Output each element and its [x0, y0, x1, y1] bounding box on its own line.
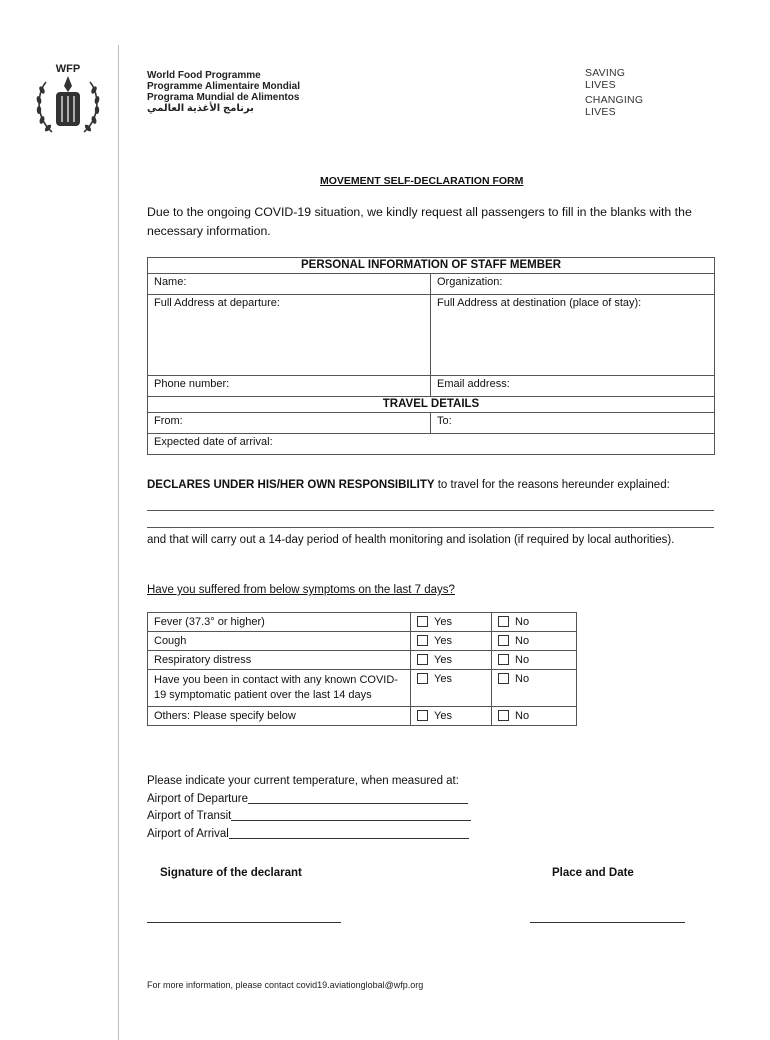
name-field[interactable]: Name: [148, 274, 431, 295]
temperature-intro: Please indicate your current temperature, when measured at: [147, 775, 459, 787]
form-title: MOVEMENT SELF-DECLARATION FORM [320, 175, 524, 187]
fever-no[interactable] [492, 613, 577, 632]
no-label: No [515, 654, 530, 666]
checkbox-icon[interactable] [498, 673, 509, 684]
intro-text: Due to the ongoing COVID-19 situation, we kindly request all passengers to fill in the blanks with the necessary information. [147, 205, 692, 238]
destination-address-field[interactable]: Full Address at destination (place of stay): [431, 295, 715, 376]
departure-temperature-field[interactable] [248, 791, 468, 804]
arrival-temperature-field[interactable] [229, 826, 469, 839]
org-name-en: World Food Programme [147, 70, 261, 81]
wfp-logo-icon [28, 62, 108, 140]
symptoms-table [147, 612, 577, 726]
symptom-label: Have you been in contact with any known COVID-19 symptomatic patient over the last 14 days [148, 670, 411, 707]
org-name-fr: Programme Alimentaire Mondial [147, 81, 300, 92]
logo-text: WFP [55, 63, 81, 75]
monitoring-statement: and that will carry out a 14-day period of health monitoring and isolation (if required by local authorities). [147, 534, 675, 546]
cough-yes[interactable] [411, 632, 492, 651]
checkbox-icon[interactable] [417, 673, 428, 684]
slogan-line-3: CHANGING [585, 94, 644, 106]
symptom-label: Fever (37.3° or higher) [148, 613, 411, 632]
yes-label: Yes [434, 635, 452, 647]
yes-label: Yes [434, 710, 452, 722]
reason-line-2[interactable] [147, 527, 714, 528]
yes-label: Yes [434, 654, 452, 666]
arrival-airport-label: Airport of Arrival [147, 827, 229, 840]
checkbox-icon[interactable] [498, 654, 509, 665]
slogan-line-4: LIVES [585, 105, 616, 118]
to-field[interactable]: To: [431, 413, 715, 434]
checkbox-icon[interactable] [417, 635, 428, 646]
signature-label: Signature of the declarant [160, 867, 302, 879]
reason-line-1[interactable] [147, 510, 714, 511]
arrival-date-field[interactable]: Expected date of arrival: [148, 434, 715, 455]
checkbox-icon[interactable] [417, 710, 428, 721]
symptom-label: Respiratory distress [148, 651, 411, 670]
signature-line[interactable] [147, 922, 341, 923]
checkbox-icon[interactable] [498, 710, 509, 721]
org-name-es: Programa Mundial de Alimentos [147, 92, 300, 103]
checkbox-icon[interactable] [417, 616, 428, 627]
symptom-label: Cough [148, 632, 411, 651]
organization-names [147, 70, 300, 114]
margin-divider [118, 45, 119, 1040]
checkbox-icon[interactable] [498, 616, 509, 627]
yes-label: Yes [434, 673, 452, 685]
org-name-ar: برنامج الأغذية العالمي [147, 103, 254, 114]
respiratory-yes[interactable] [411, 651, 492, 670]
others-yes[interactable] [411, 707, 492, 726]
temperature-section [147, 773, 471, 843]
transit-airport-label: Airport of Transit [147, 810, 232, 822]
contact-no[interactable] [492, 670, 577, 707]
personal-info-header: PERSONAL INFORMATION OF STAFF MEMBER [148, 258, 715, 274]
checkbox-icon[interactable] [417, 654, 428, 665]
symptom-label: Others: Please specify below [148, 707, 411, 726]
no-label: No [515, 616, 530, 628]
declaration-statement [147, 479, 670, 491]
personal-info-table [147, 257, 715, 455]
cough-no[interactable] [492, 632, 577, 651]
symptoms-question: Have you suffered from below symptoms on the last 7 days? [147, 584, 455, 596]
place-date-line[interactable] [530, 922, 685, 923]
departure-airport-label: Airport of Departure [147, 792, 248, 805]
declaration-bold: DECLARES UNDER HIS/HER OWN RESPONSIBILITY [147, 479, 435, 491]
yes-label: Yes [434, 616, 452, 628]
no-label: No [515, 635, 530, 647]
checkbox-icon[interactable] [498, 635, 509, 646]
declaration-rest: to travel for the reasons hereunder explained: [434, 479, 670, 491]
slogan-line-2: LIVES [585, 78, 616, 91]
place-date-label: Place and Date [552, 867, 634, 879]
others-no[interactable] [492, 707, 577, 726]
no-label: No [515, 673, 530, 685]
slogan [585, 68, 643, 118]
from-field[interactable]: From: [148, 413, 431, 434]
departure-address-field[interactable]: Full Address at departure: [148, 295, 431, 376]
respiratory-no[interactable] [492, 651, 577, 670]
email-field[interactable]: Email address: [431, 376, 715, 397]
footer-contact: For more information, please contact covid19.aviationglobal@wfp.org [147, 980, 424, 990]
phone-field[interactable]: Phone number: [148, 376, 431, 397]
contact-yes[interactable] [411, 670, 492, 707]
no-label: No [515, 710, 530, 722]
slogan-line-1: SAVING [585, 67, 626, 79]
transit-temperature-field[interactable] [231, 808, 471, 821]
travel-details-header: TRAVEL DETAILS [148, 397, 715, 413]
fever-yes[interactable] [411, 613, 492, 632]
organization-field[interactable]: Organization: [431, 274, 715, 295]
